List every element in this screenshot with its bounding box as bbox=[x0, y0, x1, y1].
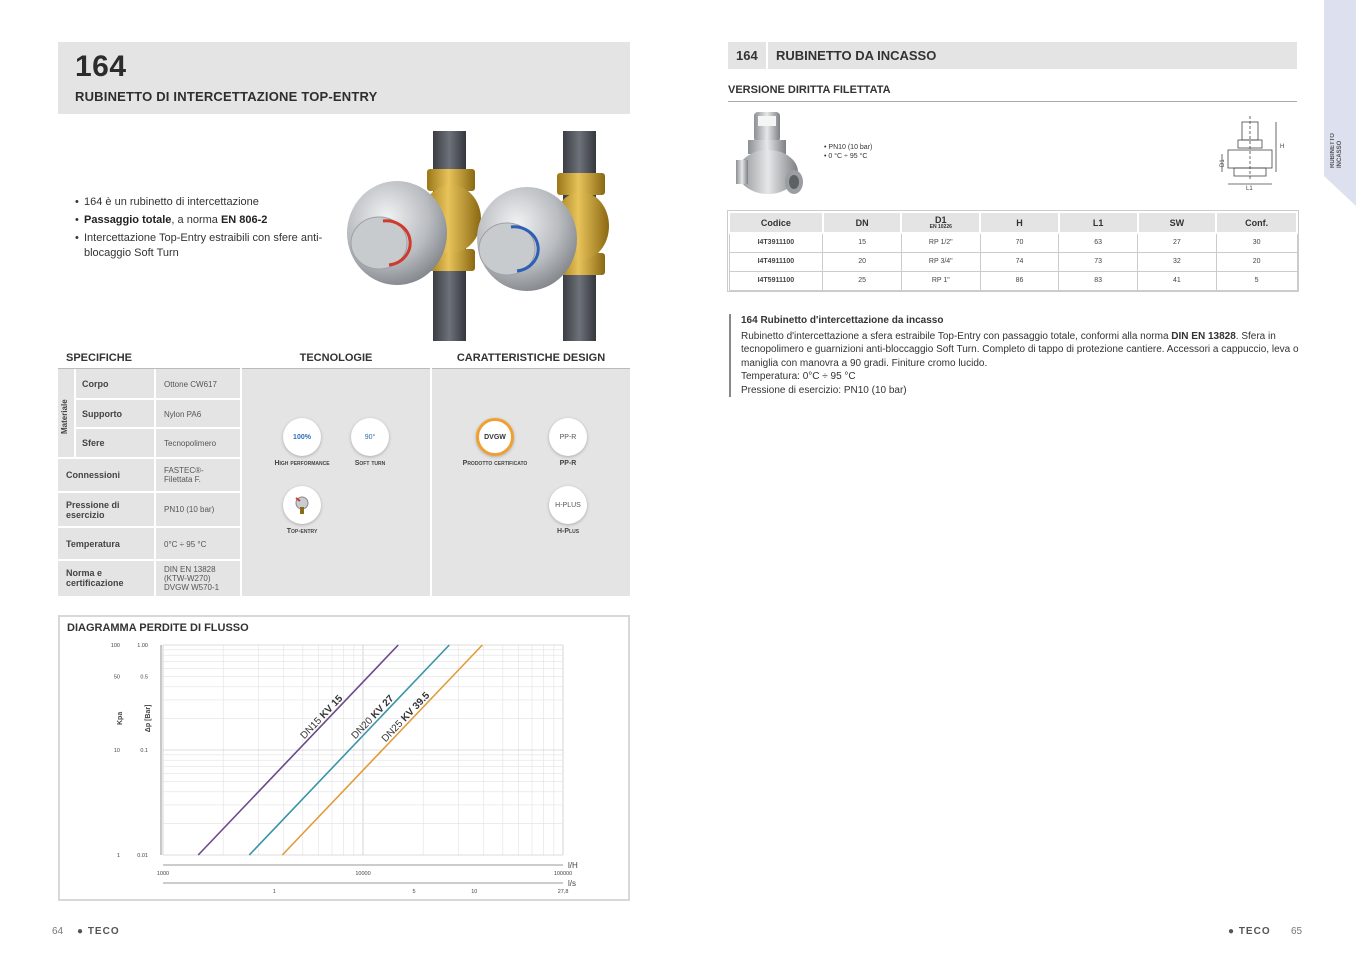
x-axis-label: l/s bbox=[568, 879, 576, 888]
l1-label: L1 bbox=[1246, 186, 1253, 192]
y-tick-label: 0.1 bbox=[140, 748, 148, 754]
cell-code: I4T5911100 bbox=[729, 271, 823, 290]
divider bbox=[74, 369, 76, 458]
feature-item: • 164 è un rubinetto di intercettazione bbox=[75, 195, 345, 210]
spec-label: Connessioni bbox=[66, 470, 121, 480]
spec-value: FASTEC®- Filettata F. bbox=[164, 466, 204, 484]
tech-label: Soft turn bbox=[354, 460, 386, 467]
short-spec-item: • 0 °C ÷ 95 °C bbox=[824, 153, 868, 160]
divider bbox=[74, 427, 240, 429]
description-pressure: Pressione di esercizio: PN10 (10 bar) bbox=[741, 384, 907, 396]
cell: 73 bbox=[1059, 252, 1138, 271]
cell: 86 bbox=[980, 271, 1059, 290]
cell: 41 bbox=[1138, 271, 1217, 290]
cell: 5 bbox=[1216, 271, 1297, 290]
cell: 32 bbox=[1138, 252, 1217, 271]
divider bbox=[58, 457, 240, 459]
design-label: H-Plus bbox=[556, 528, 580, 535]
product-photo bbox=[345, 131, 610, 341]
design-header: CARATTERISTICHE DESIGN bbox=[432, 352, 630, 369]
spec-value: Tecnopolimero bbox=[164, 439, 217, 448]
cell-code: I4T4911100 bbox=[729, 252, 823, 271]
description-title: 164 Rubinetto d'intercettazione da incasso bbox=[741, 315, 944, 326]
cell: 25 bbox=[823, 271, 902, 290]
x-tick-label: 100000 bbox=[553, 871, 573, 877]
divider bbox=[74, 398, 240, 400]
product-table bbox=[728, 211, 1298, 291]
divider bbox=[58, 491, 240, 493]
series-label: DN25 KV 39.5 bbox=[379, 690, 433, 745]
cell: RP 1/2" bbox=[901, 233, 980, 252]
brand-logo: ● TECO bbox=[1228, 926, 1271, 937]
cell: RP 1" bbox=[901, 271, 980, 290]
cell: 15 bbox=[823, 233, 902, 252]
cell: 20 bbox=[823, 252, 902, 271]
design-label: PP-R bbox=[559, 460, 577, 467]
tech-bg bbox=[242, 369, 430, 596]
cell: 83 bbox=[1059, 271, 1138, 290]
y-tick-label: 50 bbox=[113, 674, 120, 681]
section-number: 164 bbox=[736, 48, 758, 63]
technical-drawing bbox=[1214, 116, 1286, 192]
spec-value: 0°C ÷ 95 °C bbox=[164, 540, 207, 549]
h-label: H bbox=[1280, 144, 1285, 150]
y-axis-label: Δp [Bar] bbox=[145, 704, 152, 733]
x-axis-label: l/H bbox=[568, 861, 578, 870]
materiale-label: Materiale bbox=[60, 399, 69, 434]
dvgw-certified-icon: DVGW bbox=[476, 418, 514, 456]
spec-label: Sfere bbox=[82, 438, 105, 448]
short-spec-item: • PN10 (10 bar) bbox=[824, 144, 873, 151]
flow-diagram bbox=[58, 615, 630, 901]
section-title: RUBINETTO DA INCASSO bbox=[776, 48, 937, 63]
x-tick-label: 1 bbox=[272, 889, 276, 895]
page-number: 65 bbox=[1291, 926, 1303, 937]
specs-header: SPECIFICHE bbox=[58, 352, 240, 369]
spec-value: PN10 (10 bar) bbox=[164, 505, 215, 514]
y-axis-label: Kpa bbox=[117, 711, 124, 726]
x-tick-label: 10000 bbox=[355, 871, 371, 877]
y-tick-label: 10 bbox=[113, 748, 120, 754]
product-header bbox=[58, 42, 630, 114]
description-body: Rubinetto d'intercettazione a sfera estraibile Top-Entry con passaggio totale, conformi alla norma DIN EN 13828. Sfera in tecnopolimero e guarnizioni anti-bloccaggio Soft Turn. Completo di tappo di protezione cantiere. Accessori a cappuccio, leva o maniglia con manovra a 90 gradi. Finiture cromo lucido. bbox=[741, 330, 1299, 369]
divider bbox=[154, 369, 156, 596]
section-side-tab bbox=[1324, 0, 1356, 206]
tech-header: TECNOLOGIE bbox=[242, 352, 430, 369]
col-header: H bbox=[980, 212, 1059, 233]
product-number: 164 bbox=[75, 50, 127, 83]
table-row bbox=[729, 271, 1297, 290]
cell: 30 bbox=[1216, 233, 1297, 252]
col-header: Conf. bbox=[1216, 212, 1297, 233]
feature-item: • Intercettazione Top-Entry estraibili con sfere anti-blocaggio Soft Turn bbox=[75, 231, 345, 261]
divider bbox=[58, 559, 240, 561]
divider bbox=[766, 42, 768, 69]
series-label: DN15 KV 15 bbox=[298, 693, 346, 742]
soft-turn-icon: 90° bbox=[351, 418, 389, 456]
page-number: 64 bbox=[52, 926, 64, 937]
chart-svg bbox=[60, 617, 628, 899]
col-header: DN bbox=[823, 212, 902, 233]
description-temperature: Temperatura: 0°C ÷ 95 °C bbox=[741, 371, 856, 383]
spec-value: Ottone CW617 bbox=[164, 380, 217, 389]
cell-code: I4T3911100 bbox=[729, 233, 823, 252]
product-description bbox=[729, 314, 1299, 397]
version-subtitle: VERSIONE DIRITTA FILETTATA bbox=[728, 84, 1297, 102]
tech-label: Top-entry bbox=[286, 528, 318, 535]
table-header-row bbox=[729, 212, 1297, 233]
cell: 70 bbox=[980, 233, 1059, 252]
feature-list bbox=[75, 195, 345, 264]
top-entry-icon bbox=[283, 486, 321, 524]
section-header bbox=[728, 42, 1297, 69]
ppr-icon: PP-R bbox=[549, 418, 587, 456]
spec-label: Temperatura bbox=[66, 539, 120, 549]
spec-label: Pressione di esercizio bbox=[66, 500, 120, 520]
x-tick-label: 27,8 bbox=[557, 889, 569, 895]
cell: 63 bbox=[1059, 233, 1138, 252]
x-tick-label: 1000 bbox=[156, 871, 170, 877]
x-tick-label: 10 bbox=[471, 889, 478, 895]
tech-label: High performance bbox=[274, 460, 330, 467]
y-tick-label: 1 bbox=[116, 853, 120, 859]
valve-thumbnail bbox=[734, 110, 806, 202]
chart-title: DIAGRAMMA PERDITE DI FLUSSO bbox=[67, 622, 249, 634]
spec-value: DIN EN 13828 (KTW-W270) DVGW W570-1 bbox=[164, 565, 220, 592]
x-tick-label: 5 bbox=[412, 889, 416, 895]
spec-label: Norma e certificazione bbox=[66, 568, 124, 588]
series-label: DN20 KV 27 bbox=[349, 693, 397, 742]
brand-logo: ● TECO bbox=[77, 926, 120, 937]
y-tick-label: 1.00 bbox=[137, 643, 148, 649]
cell: 20 bbox=[1216, 252, 1297, 271]
h-plus-icon: H-PLUS bbox=[549, 486, 587, 524]
spec-label: Supporto bbox=[82, 409, 122, 419]
table-row bbox=[729, 252, 1297, 271]
col-header: L1 bbox=[1059, 212, 1138, 233]
spec-label: Corpo bbox=[82, 379, 109, 389]
col-header: D1 EN 10226 bbox=[901, 212, 980, 233]
spec-value: Nylon PA6 bbox=[164, 410, 202, 419]
high-performance-icon: 100% bbox=[283, 418, 321, 456]
cell: 74 bbox=[980, 252, 1059, 271]
table-row bbox=[729, 233, 1297, 252]
short-specs bbox=[824, 143, 872, 161]
y-tick-label: 0.5 bbox=[140, 674, 148, 681]
divider bbox=[58, 526, 240, 528]
y-tick-label: 100 bbox=[110, 643, 120, 649]
cell: 27 bbox=[1138, 233, 1217, 252]
design-label: Prodotto certificato bbox=[462, 460, 528, 467]
side-tab-label: RUBINETTO INCASSO bbox=[1330, 133, 1343, 168]
feature-item: • Passaggio totale, a norma EN 806-2 bbox=[75, 213, 345, 228]
product-title: RUBINETTO DI INTERCETTAZIONE TOP-ENTRY bbox=[75, 89, 378, 104]
cell: RP 3/4" bbox=[901, 252, 980, 271]
y-tick-label: 0.01 bbox=[137, 853, 148, 859]
col-header: SW bbox=[1138, 212, 1217, 233]
specifications-panel bbox=[58, 352, 630, 596]
d1-label: D1 bbox=[1220, 159, 1226, 167]
design-bg bbox=[432, 369, 630, 596]
col-header: Codice bbox=[729, 212, 823, 233]
